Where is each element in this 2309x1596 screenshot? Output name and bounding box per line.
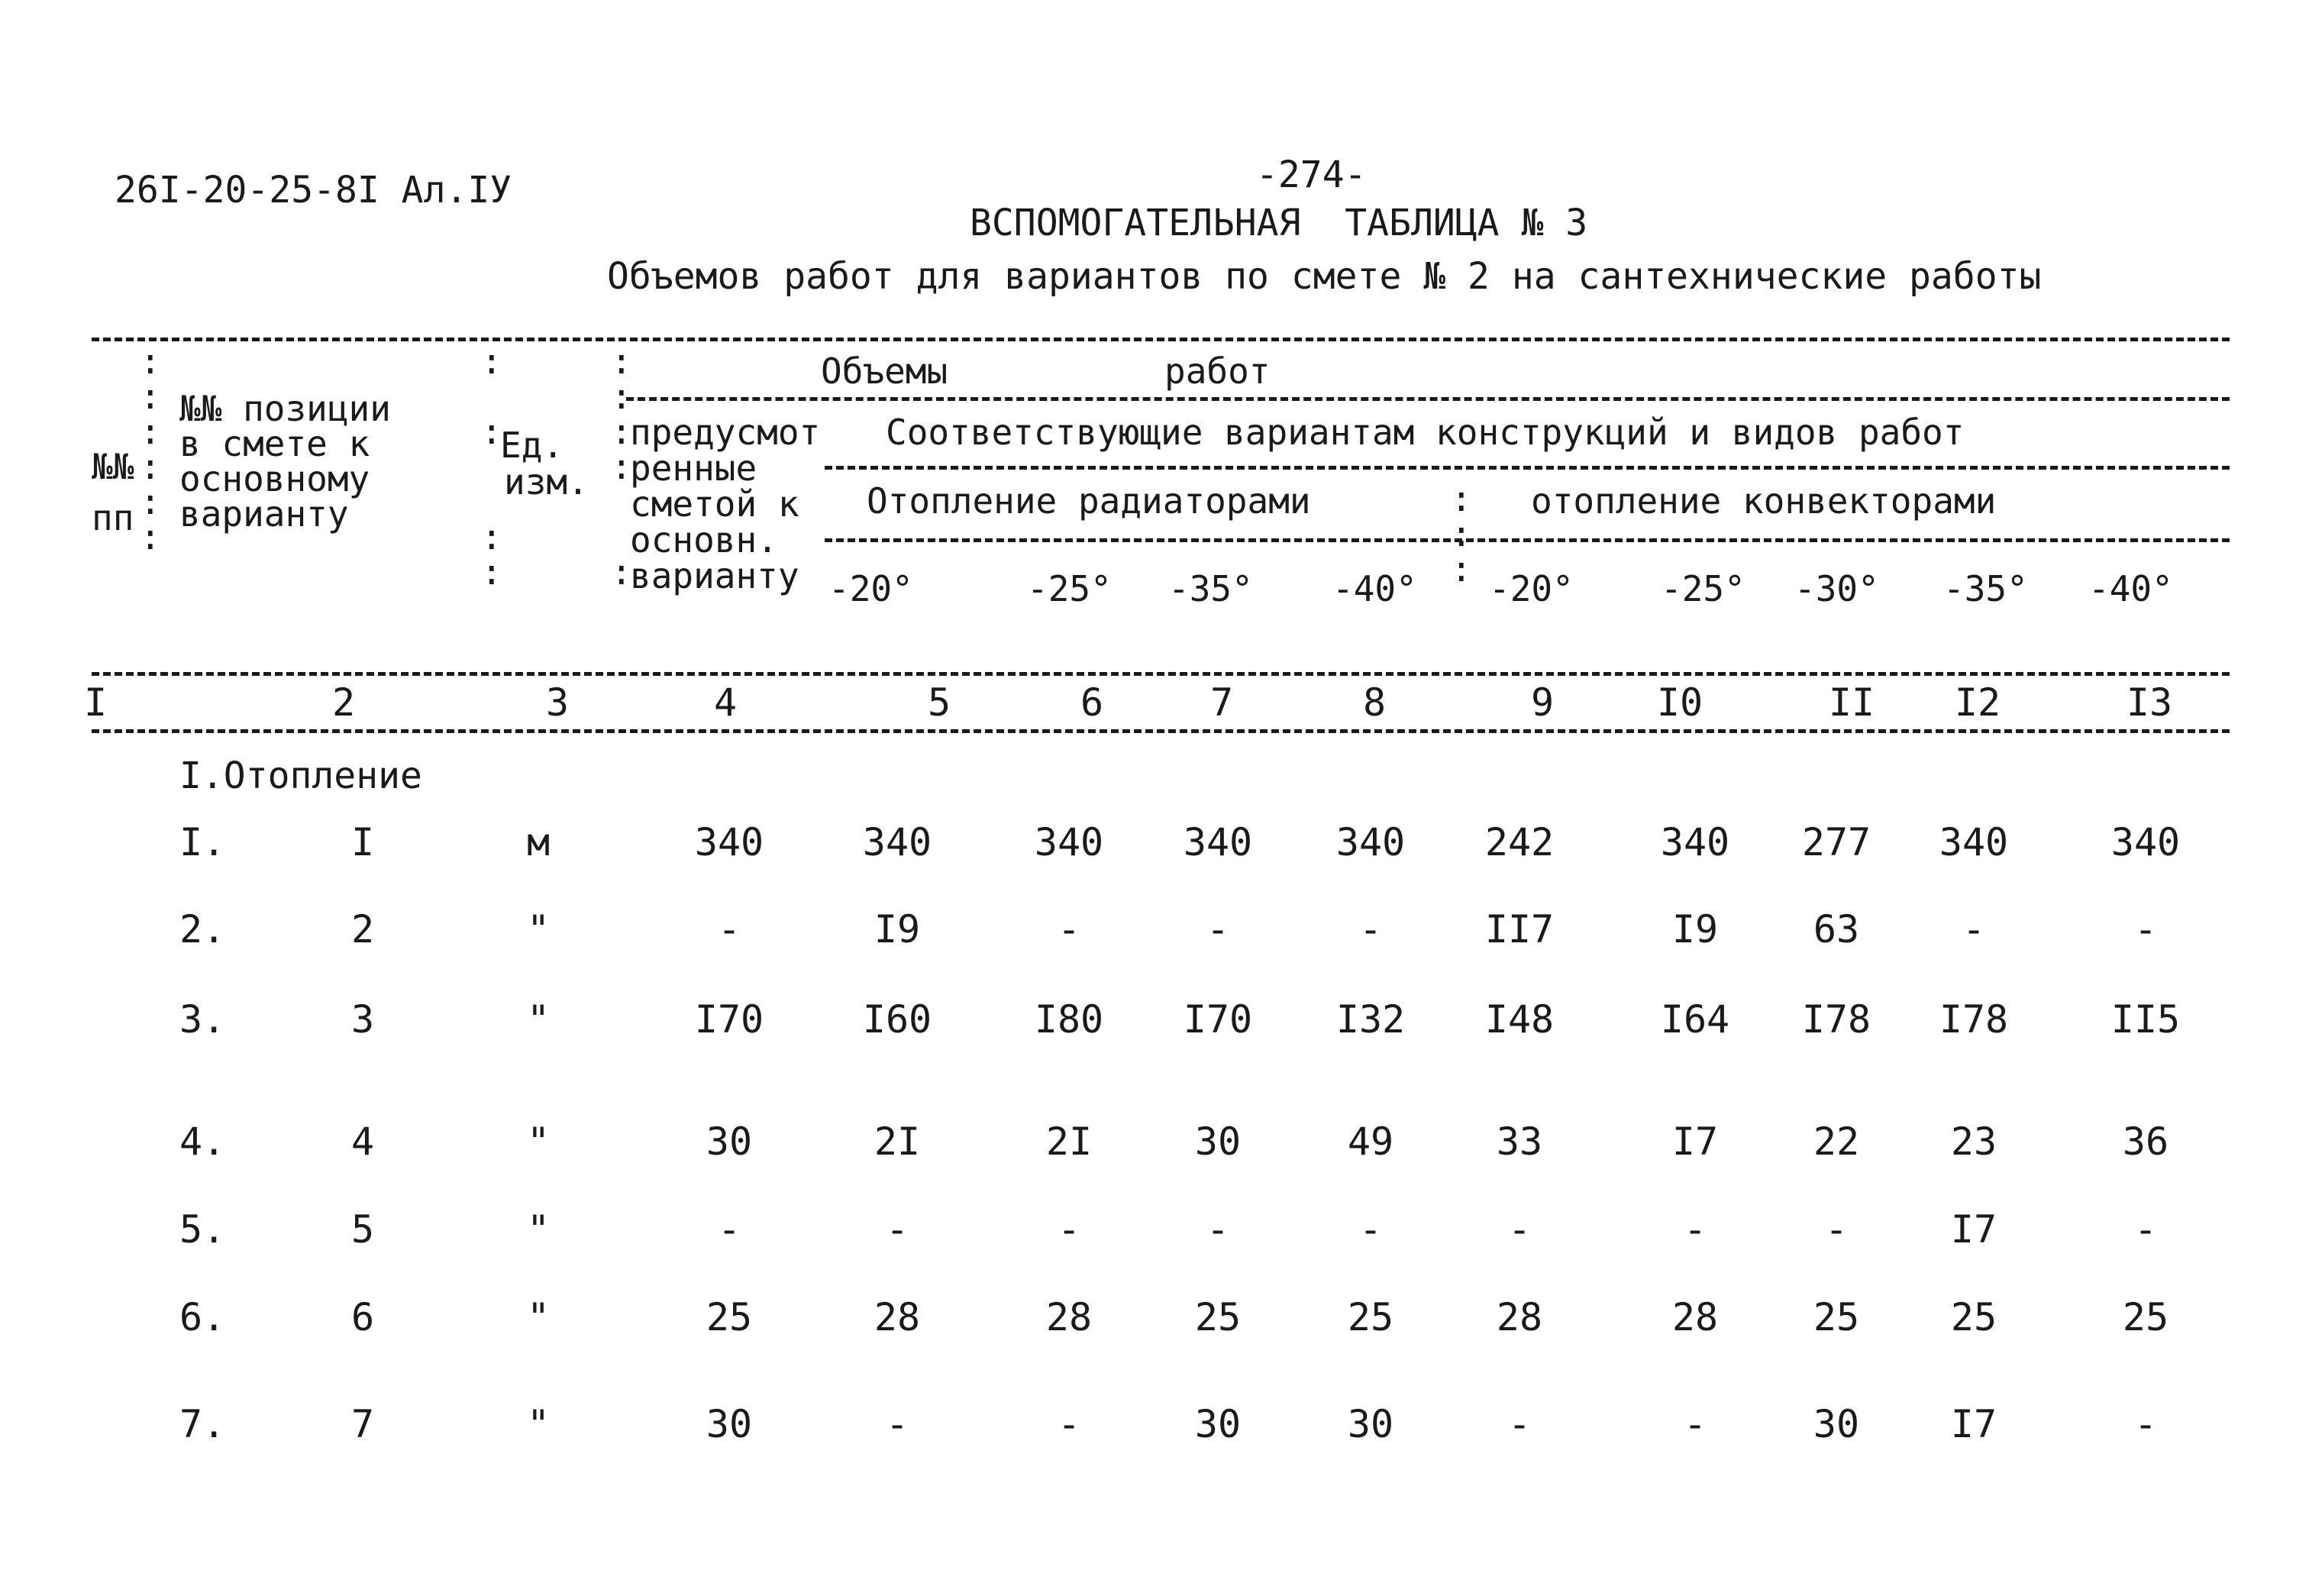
temp-col12: -35°	[1943, 568, 2028, 609]
temp-col11: -30°	[1794, 568, 1879, 609]
row-value-col6: -	[1057, 1402, 1081, 1446]
row-value-col6: -	[1057, 907, 1081, 951]
row-value-col12: I7	[1950, 1207, 1997, 1252]
row-value-col4: 30	[706, 1119, 753, 1164]
temp-col8: -40°	[1332, 568, 1417, 609]
row-position: 2	[350, 907, 375, 951]
row-position: 6	[350, 1295, 375, 1339]
row-number: 2.	[179, 907, 226, 951]
col-number-5: 5	[927, 680, 951, 725]
temp-col6: -25°	[1027, 568, 1112, 609]
col-number-7: 7	[1209, 680, 1234, 725]
page-number: -274-	[1256, 153, 1367, 196]
header-volumes: Объемы	[821, 351, 948, 392]
row-value-col5: 340	[862, 820, 932, 864]
row-value-col10: 340	[1660, 820, 1730, 864]
col-separator: : : : : : :	[140, 341, 161, 557]
col-separator: : : : :	[481, 341, 502, 593]
row-value-col10: I7	[1671, 1119, 1719, 1164]
row-number: 7.	[179, 1402, 226, 1446]
row-value-col9: II7	[1484, 907, 1555, 951]
row-value-col9: -	[1507, 1207, 1532, 1252]
row-unit: "	[526, 907, 551, 951]
row-value-col10: -	[1683, 1402, 1707, 1446]
row-value-col12: 340	[1939, 820, 2009, 864]
row-value-col6: 340	[1034, 820, 1104, 864]
row-value-col9: 28	[1496, 1295, 1543, 1339]
row-unit: "	[526, 1402, 551, 1446]
rule-below-col-numbers	[92, 729, 2230, 733]
row-value-col8: 30	[1347, 1402, 1394, 1446]
row-value-col8: I32	[1335, 997, 1406, 1042]
row-value-col6: -	[1057, 1207, 1081, 1252]
row-value-col4: 25	[706, 1295, 753, 1339]
section-title: I.Отопление	[179, 754, 422, 797]
row-value-col4: 30	[706, 1402, 753, 1446]
row-value-col4: -	[717, 907, 741, 951]
row-value-col8: 25	[1347, 1295, 1394, 1339]
row-value-col7: I70	[1183, 997, 1253, 1042]
row-number: 3.	[179, 997, 226, 1042]
temp-col5: -20°	[828, 568, 913, 609]
row-value-col10: -	[1683, 1207, 1707, 1252]
row-value-col11: 25	[1813, 1295, 1860, 1339]
row-unit: "	[526, 997, 551, 1042]
header-col2-line4: варианту	[179, 493, 349, 535]
header-col4-line2: ренные	[630, 447, 757, 489]
subgroup-separator: : : :	[1451, 478, 1472, 590]
row-value-col5: -	[885, 1402, 909, 1446]
row-value-col4: I70	[694, 997, 764, 1042]
table-subtitle: Объемов работ для вариантов по смете № 2 на сантехнические работы	[607, 255, 2042, 298]
col-number-2: 2	[331, 680, 356, 725]
row-value-col7: 25	[1194, 1295, 1242, 1339]
row-value-col9: -	[1507, 1402, 1532, 1446]
temp-col10: -25°	[1661, 568, 1745, 609]
col-number-13: I3	[2126, 680, 2173, 725]
rule-under-group	[825, 466, 2230, 470]
row-value-col13: II5	[2110, 997, 2181, 1042]
row-value-col5: -	[885, 1207, 909, 1252]
header-works: работ	[1164, 351, 1271, 392]
row-value-col12: I7	[1950, 1402, 1997, 1446]
row-value-col11: 63	[1813, 907, 1860, 951]
header-convectors: отопление конвекторами	[1531, 480, 1997, 522]
row-position: 7	[350, 1402, 375, 1446]
row-value-col11: 22	[1813, 1119, 1860, 1164]
rule-under-volumes	[626, 397, 2230, 401]
col-number-8: 8	[1362, 680, 1387, 725]
row-value-col10: I64	[1660, 997, 1730, 1042]
col-number-4: 4	[713, 680, 738, 725]
row-value-col12: 23	[1950, 1119, 1997, 1164]
row-position: 5	[350, 1207, 375, 1252]
row-value-col13: 36	[2122, 1119, 2169, 1164]
row-value-col13: 340	[2110, 820, 2181, 864]
row-value-col4: -	[717, 1207, 741, 1252]
row-value-col13: -	[2133, 1207, 2158, 1252]
row-value-col11: 30	[1813, 1402, 1860, 1446]
row-value-col9: 33	[1496, 1119, 1543, 1164]
row-value-col6: I80	[1034, 997, 1104, 1042]
row-value-col5: I60	[862, 997, 932, 1042]
header-radiators: Отопление радиаторами	[867, 480, 1311, 522]
row-value-col12: -	[1962, 907, 1986, 951]
col-number-11: II	[1828, 680, 1875, 725]
row-value-col5: 28	[874, 1295, 921, 1339]
row-unit: м	[526, 820, 551, 864]
row-value-col7: -	[1206, 1207, 1230, 1252]
temp-col7: -35°	[1168, 568, 1253, 609]
header-col2-line1: №№ позиции	[179, 388, 391, 429]
row-value-col12: 25	[1950, 1295, 1997, 1339]
document-code: 26I-20-25-8I Ал.IУ	[115, 169, 512, 212]
col-number-12: I2	[1954, 680, 2001, 725]
header-col3-line2: изм.	[504, 461, 589, 502]
header-col2-line2: в смете к	[179, 423, 370, 464]
temp-col13: -40°	[2088, 568, 2173, 609]
row-unit: "	[526, 1295, 551, 1339]
table-title: ВСПОМОГАТЕЛЬНАЯ ТАБЛИЦА № 3	[970, 202, 1588, 244]
rule-under-subgroups	[825, 538, 2230, 542]
row-value-col6: 2I	[1045, 1119, 1093, 1164]
row-value-col8: 340	[1335, 820, 1406, 864]
row-number: 4.	[179, 1119, 226, 1164]
row-value-col6: 28	[1045, 1295, 1093, 1339]
row-value-col11: -	[1824, 1207, 1849, 1252]
header-col4-line3: сметой к	[630, 483, 799, 525]
col-separator: : : : : :	[611, 341, 632, 593]
row-value-col5: 2I	[874, 1119, 921, 1164]
header-col2-line3: основному	[179, 458, 370, 499]
row-value-col9: 242	[1484, 820, 1555, 864]
table-top-rule	[92, 338, 2230, 341]
row-number: 5.	[179, 1207, 226, 1252]
row-position: I	[350, 820, 375, 864]
header-col4-line4: основн.	[630, 519, 778, 561]
row-value-col13: 25	[2122, 1295, 2169, 1339]
row-unit: "	[526, 1119, 551, 1164]
row-value-col10: I9	[1671, 907, 1719, 951]
row-number: 6.	[179, 1295, 226, 1339]
rule-above-col-numbers	[92, 672, 2230, 676]
row-value-col8: -	[1358, 1207, 1383, 1252]
row-value-col4: 340	[694, 820, 764, 864]
col-number-9: 9	[1530, 680, 1555, 725]
row-value-col7: 30	[1194, 1119, 1242, 1164]
row-value-col8: 49	[1347, 1119, 1394, 1164]
row-value-col9: I48	[1484, 997, 1555, 1042]
row-value-col7: -	[1206, 907, 1230, 951]
col-number-6: 6	[1080, 680, 1104, 725]
row-value-col5: I9	[874, 907, 921, 951]
header-col1-line2: пп	[92, 497, 134, 538]
row-unit: "	[526, 1207, 551, 1252]
row-value-col7: 30	[1194, 1402, 1242, 1446]
header-col3-line1: Ед.	[500, 425, 564, 466]
row-value-col12: I78	[1939, 997, 2009, 1042]
row-value-col8: -	[1358, 907, 1383, 951]
header-col4-line1: предусмот	[630, 412, 821, 453]
row-value-col11: 277	[1801, 820, 1871, 864]
row-value-col10: 28	[1671, 1295, 1719, 1339]
row-position: 4	[350, 1119, 375, 1164]
temp-col9: -20°	[1489, 568, 1574, 609]
col-number-10: I0	[1656, 680, 1703, 725]
row-value-col13: -	[2133, 907, 2158, 951]
row-value-col13: -	[2133, 1402, 2158, 1446]
header-variants-group: Соответствующие вариантам конструкций и видов работ	[886, 412, 1965, 453]
row-number: I.	[179, 820, 226, 864]
row-value-col11: I78	[1801, 997, 1871, 1042]
header-col4-line5: варианту	[630, 555, 799, 596]
header-col1-line1: №№	[92, 446, 134, 487]
row-value-col7: 340	[1183, 820, 1253, 864]
col-number-1: I	[83, 680, 108, 725]
col-number-3: 3	[545, 680, 570, 725]
row-position: 3	[350, 997, 375, 1042]
